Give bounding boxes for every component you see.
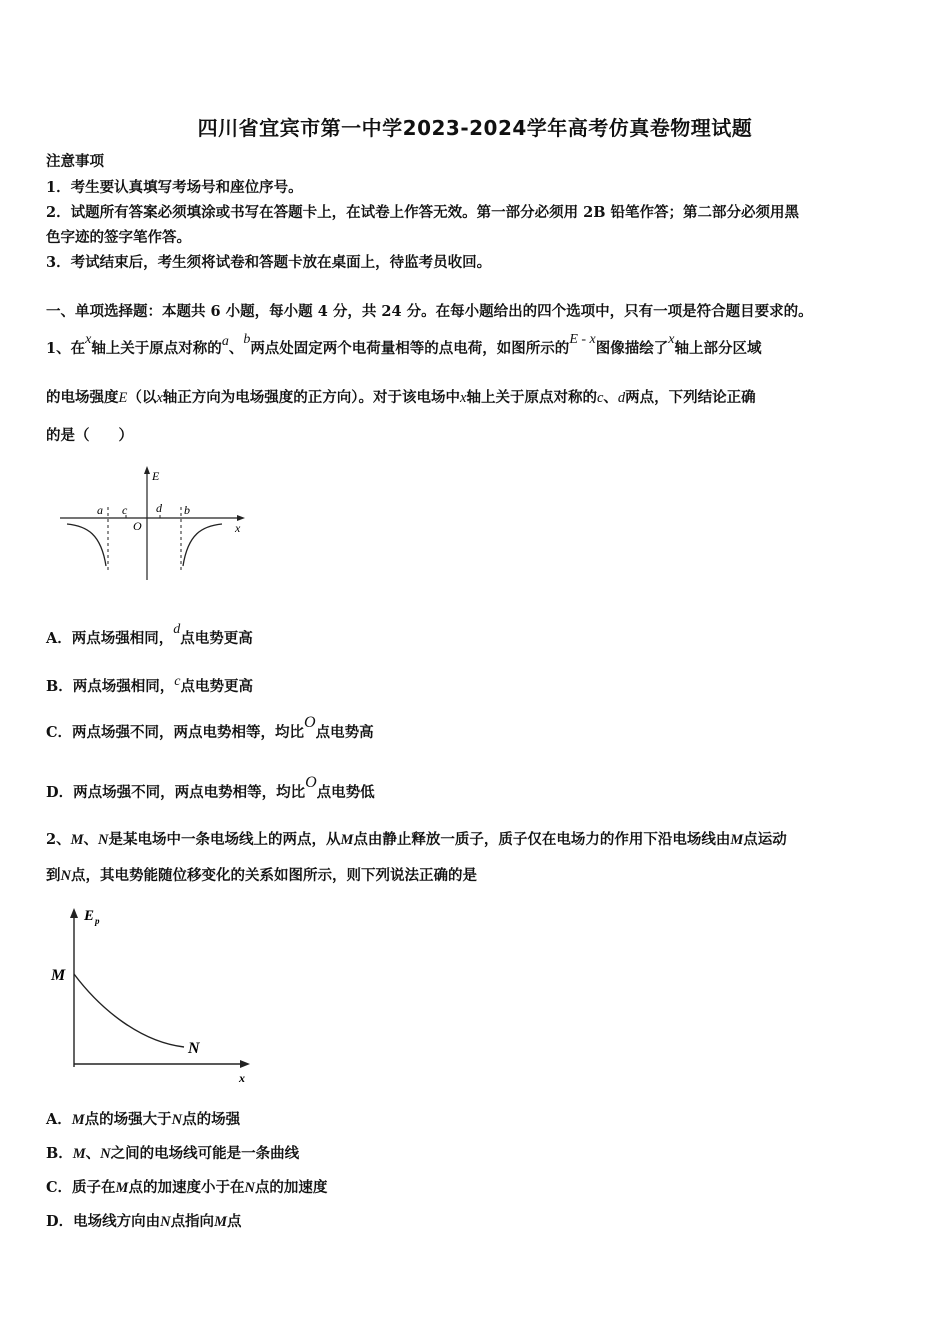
origin-label: O <box>133 519 142 533</box>
q2-text: 2、 <box>46 831 71 848</box>
option-text: 点的场强大于 <box>84 1111 172 1128</box>
option-text: 点指向 <box>170 1213 215 1230</box>
notice-item-3: 3．考试结束后，考生须将试卷和答题卡放在桌面上，待监考员收回。 <box>46 254 492 271</box>
q2-var-N: N <box>171 1112 183 1128</box>
q2-var-M: M <box>70 832 84 848</box>
option-text: D．电场线方向由 <box>46 1213 161 1230</box>
field-curve-right <box>183 524 222 566</box>
point-d-label: d <box>156 501 162 515</box>
q2-ep-x-graph <box>46 902 256 1087</box>
option-text: C．两点场强不同，两点电势相等，均比 <box>46 724 305 741</box>
option-text: A．两点场强相同， <box>46 630 174 647</box>
q2-text: 点，其电势能随位移变化的关系如图所示，则下列说法正确的是 <box>70 867 477 884</box>
notice-item-2-line-1: 2．试题所有答案必须填涂或书写在答题卡上，在试卷上作答无效。第一部分必须用 2B 铅笔作答；第二部分必须用黑 <box>46 204 800 221</box>
ep-axis-arrow-icon <box>70 908 78 918</box>
option-text: 点电势更高 <box>180 678 253 695</box>
ep-curve <box>74 974 184 1047</box>
q2-text: 到 <box>46 867 61 884</box>
q1-var-c: c <box>596 390 604 406</box>
e-axis-arrow-icon <box>144 466 150 474</box>
q1-text: 轴上关于原点对称的 <box>91 340 222 357</box>
option-text: A． <box>46 1111 72 1128</box>
q2-var-M: M <box>340 832 354 848</box>
q1-var-d: d <box>173 622 181 637</box>
section-1-header: 一、单项选择题：本题共 6 小题，每小题 4 分，共 24 分。在每小题给出的四个选项中，只有一项是符合题目要求的。 <box>46 303 813 320</box>
ep-axis-subscript: p <box>95 916 100 926</box>
q2-text: 点运动 <box>743 831 787 848</box>
q1-text: 、 <box>603 389 618 406</box>
option-text: 点的场强 <box>182 1111 241 1128</box>
q2-text: 、 <box>83 831 98 848</box>
q2-var-M: M <box>71 1112 85 1128</box>
option-text: B．两点场强相同， <box>46 678 175 695</box>
q2-text: 点由静止释放一质子，质子仅在电场力的作用下沿电场线由 <box>353 831 731 848</box>
q1-text: （以 <box>127 389 157 406</box>
option-text: C．质子在 <box>46 1179 116 1196</box>
q2-var-M: M <box>115 1180 129 1196</box>
q1-text: 轴正方向为电场强度的正方向）。对于该电场中 <box>162 389 461 406</box>
point-a-label: a <box>97 503 103 517</box>
field-curve-left <box>67 524 106 566</box>
option-text: 点的加速度小于在 <box>128 1179 245 1196</box>
q1-var-x: x <box>85 332 92 347</box>
ep-axis-label: E <box>84 908 95 924</box>
q2-option-d <box>46 1213 908 1231</box>
q1-text: 两点，下列结论正确 <box>625 389 756 406</box>
option-text: 点 <box>226 1213 242 1230</box>
q2-var-N: N <box>98 832 109 848</box>
q1-var-b: b <box>243 332 251 347</box>
point-N-label: N <box>188 1040 200 1057</box>
q1-option-b <box>46 674 908 697</box>
q1-option-a <box>46 622 908 649</box>
q1-var-O: O <box>305 774 317 791</box>
option-text: B． <box>46 1145 73 1162</box>
x-axis-arrow-icon <box>240 1060 250 1068</box>
option-text: 点的加速度 <box>254 1179 328 1196</box>
q2-var-N: N <box>100 1146 111 1162</box>
q1-text: 轴上关于原点对称的 <box>466 389 597 406</box>
point-b-label: b <box>184 503 190 517</box>
q1-var-O: O <box>304 714 316 731</box>
q2-stem-line-2 <box>46 867 908 885</box>
q1-var-c: c <box>174 674 181 689</box>
option-text: 点电势高 <box>315 724 374 741</box>
q1-text: 两点处固定两个电荷量相等的点电荷，如图所示的 <box>250 340 570 357</box>
page-title: 四川省宜宾市第一中学2023-2024学年高考仿真卷物理试题 <box>197 116 753 140</box>
notice-heading: 注意事项 <box>46 153 104 170</box>
q2-var-M: M <box>214 1214 227 1230</box>
q2-option-a <box>46 1111 908 1129</box>
q2-var-M: M <box>72 1146 86 1162</box>
q1-var-E: E <box>118 390 128 406</box>
q1-stem-line-2 <box>46 389 908 407</box>
q1-text: 的电场强度 <box>46 389 119 406</box>
q2-var-N: N <box>60 868 71 884</box>
option-text: D．两点场强不同，两点电势相等，均比 <box>46 784 306 801</box>
q2-var-N: N <box>244 1180 255 1196</box>
q2-var-N: N <box>160 1214 171 1230</box>
option-text: 点电势更高 <box>180 630 253 647</box>
x-axis-label: x <box>239 1071 245 1085</box>
x-axis-label: x <box>235 521 241 535</box>
q1-e-x-graph <box>55 462 255 587</box>
q1-text: 、 <box>228 340 244 357</box>
q2-text: 是某电场中一条电场线上的两点，从 <box>108 831 341 848</box>
point-c-label: c <box>122 503 128 517</box>
q1-text: 1、在 <box>46 340 86 357</box>
q1-var-e-x: E - x <box>569 332 596 347</box>
q1-var-x: x <box>156 390 163 406</box>
q1-option-c <box>46 714 908 742</box>
notice-item-1: 1．考生要认真填写考场号和座位序号。 <box>46 179 303 196</box>
q2-var-M: M <box>730 832 744 848</box>
notice-item-2-line-2: 色字迹的签字笔作答。 <box>46 229 191 246</box>
q2-option-c <box>46 1179 908 1197</box>
q1-stem-line-3: 的是（ ） <box>46 427 133 444</box>
q1-var-x: x <box>460 390 467 406</box>
q1-text: 图像描绘了 <box>595 340 669 357</box>
q1-var-d: d <box>617 390 626 406</box>
option-text: 点电势低 <box>316 784 375 801</box>
point-M-label: M <box>51 967 66 984</box>
q1-text: 轴上部分区域 <box>674 340 762 357</box>
q1-var-x: x <box>668 332 675 347</box>
e-axis-label: E <box>152 469 160 483</box>
q2-stem-line-1 <box>46 831 908 849</box>
q2-option-b <box>46 1145 908 1163</box>
option-text: 之间的电场线可能是一条曲线 <box>110 1145 300 1162</box>
q1-option-d <box>46 774 908 802</box>
q1-stem-line-1 <box>46 332 908 359</box>
option-text: 、 <box>85 1145 101 1162</box>
q1-var-a: a <box>221 334 229 349</box>
